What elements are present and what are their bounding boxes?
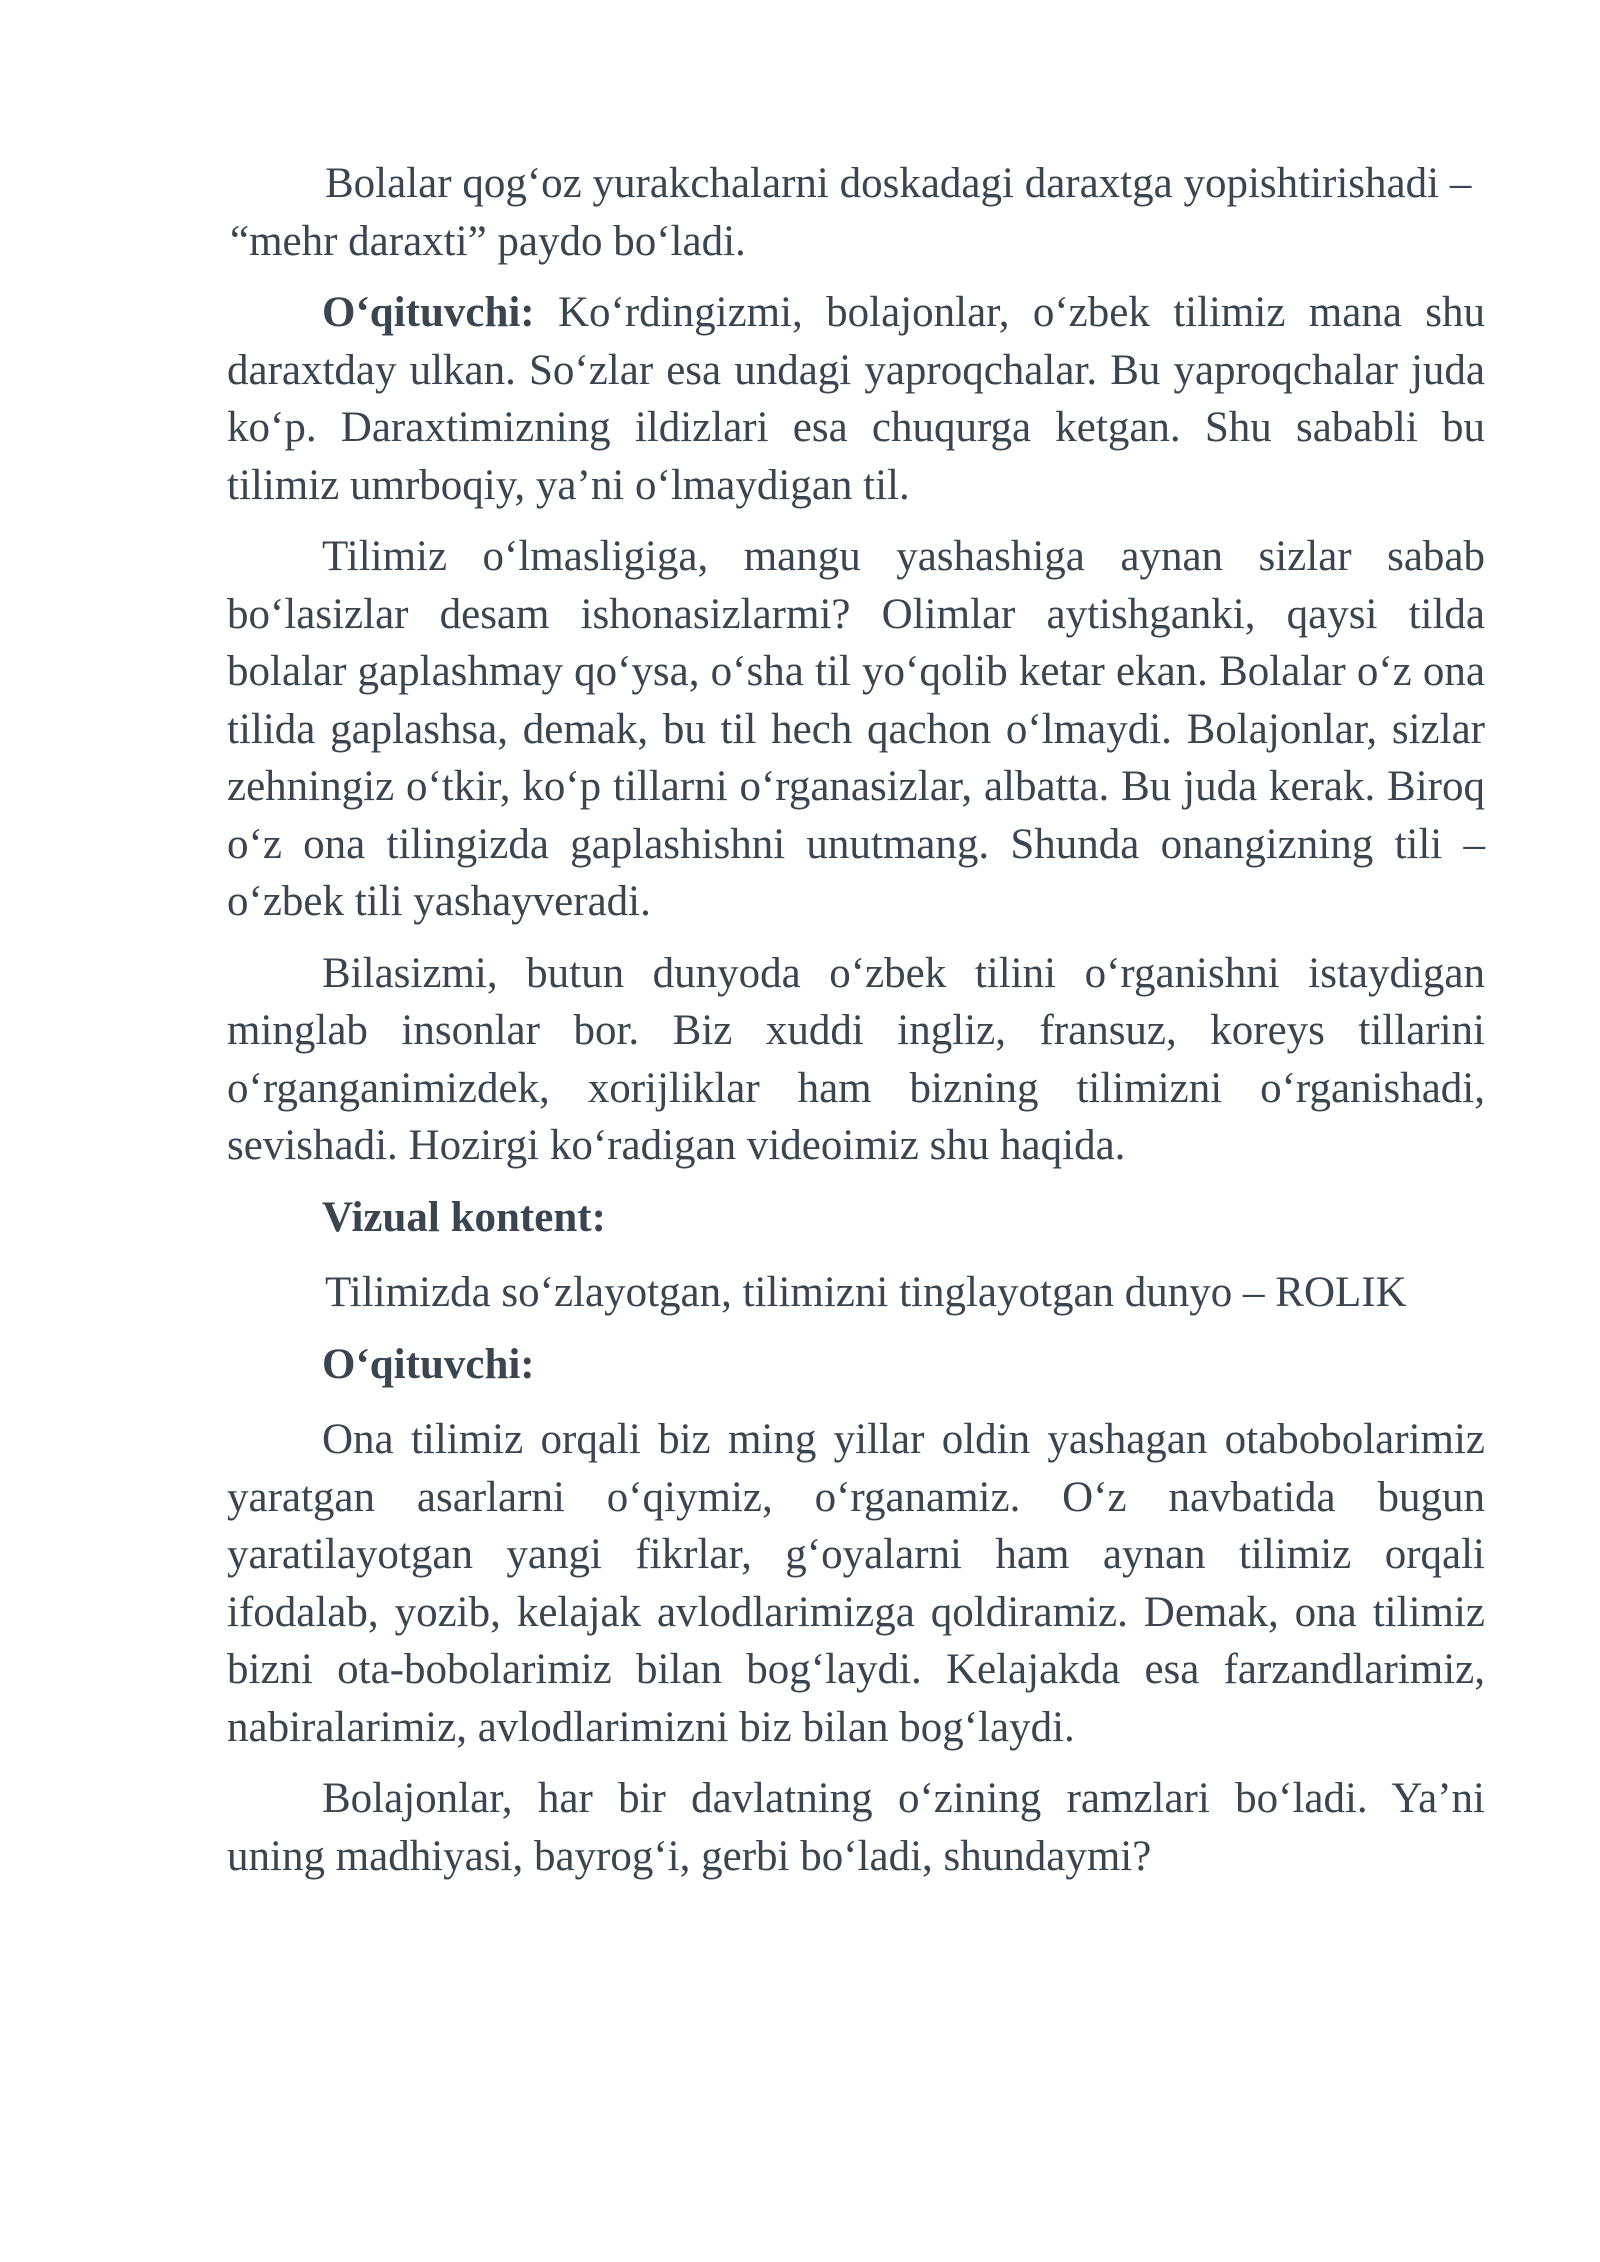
speaker-label: O‘qituvchi: [322, 289, 535, 336]
paragraph-teacher-tree [227, 284, 1485, 514]
heading-visual-content: Vizual kontent: [322, 1193, 606, 1241]
heading-teacher: O‘qituvchi: [322, 1340, 535, 1388]
paragraph-language-survival: Tilimiz o‘lmasligiga, mangu yashashiga aynan sizlar sabab bo‘lasizlar desam ishonasizlarmi? Olimlar aytishganki, qaysi tilda bolalar gaplashmay qo‘ysa, o‘sha til yo‘qolib ketar ekan. Bolalar o‘z ona tilida gaplashsa, demak, bu til hech qachon o‘lmaydi. Bolajonlar, sizlar zehningiz o‘tkir, ko‘p tillarni o‘rganasizlar, albatta. Bu juda kerak. Biroq o‘z ona tilingizda gaplashishni unutmang. Shunda onangizning tili – o‘zbek tili yashayveradi. [227, 533, 1485, 925]
paragraph-text: Ko‘rdingizmi, bolajonlar, o‘zbek tilimiz mana shu daraxtday ulkan. So‘zlar esa undagi yaproqchalar. Bu yaproqchalar juda ko‘p. Daraxtimizning ildizlari esa chuqurga ketgan. Shu sababli bu tilimiz umrboqiy, ya’ni o‘lmaydigan til. [227, 289, 1485, 509]
paragraph-rolik: Tilimizda so‘zlayotgan, tilimizni tinglayotgan dunyo – ROLIK [325, 1269, 1407, 1316]
paragraph-state-symbols: Bolajonlar, har bir davlatning o‘zining ramzlari bo‘ladi. Ya’ni uning madhiyasi, bayrog‘i, gerbi bo‘ladi, shundaymi? [227, 1775, 1485, 1880]
paragraph-learn-uzbek: Bilasizmi, butun dunyoda o‘zbek tilini o‘rganishni istaydigan minglab insonlar bor. Biz xuddi ingliz, fransuz, koreys tillarini o‘rganganimizdek, xorijliklar ham bizning tilimizni o‘rganishadi, sevishadi. Hozirgi ko‘radigan videoimiz shu haqida. [227, 949, 1485, 1169]
paragraph-heart-tree: Bolalar qog‘oz yurakchalarni doskadagi daraxtga yopishtirishadi – “mehr daraxti” paydo bo‘ladi. [230, 160, 1472, 265]
paragraph-ancestors: Ona tilimiz orqali biz ming yillar oldin yashagan otabobolarimiz yaratgan asarlarni o‘qiymiz, o‘rganamiz. O‘z navbatida bugun yaratilayotgan yangi fikrlar, g‘oyalarni ham aynan tilimiz orqali ifodalab, yozib, kelajak avlodlarimizga qoldiramiz. Demak, ona tilimiz bizni ota-bobolarimiz bilan bog‘laydi. Kelajakda esa farzandlarimiz, nabiralarimiz, avlodlarimizni biz bilan bog‘laydi. [227, 1416, 1485, 1751]
document-page [227, 155, 1485, 1899]
